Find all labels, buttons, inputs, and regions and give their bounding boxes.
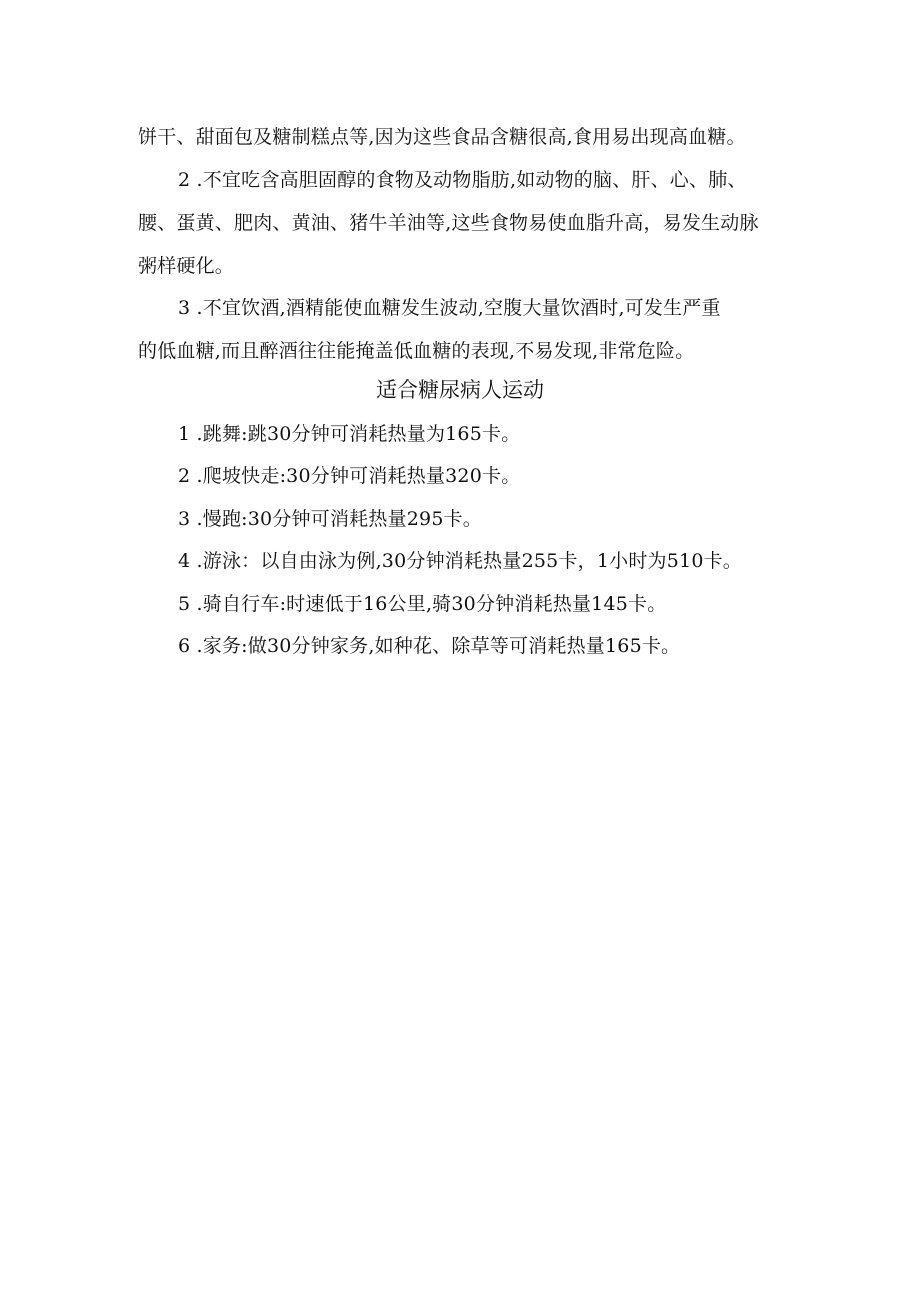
exercise-item-hill-walk: 2 .爬坡快走:30分钟可消耗热量320卡。 (178, 465, 521, 487)
exercise-item-housework: 6 .家务:做30分钟家务,如种花、除草等可消耗热量165卡。 (178, 635, 681, 657)
section-heading-exercise: 适合糖尿病人运动 (376, 378, 544, 402)
exercise-item-cycling: 5 .骑自行车:时速低于16公里,骑30分钟消耗热量145卡。 (178, 593, 667, 615)
exercise-item-swimming: 4 .游泳：以自由泳为例,30分钟消耗热量255卡，1小时为510卡。 (178, 550, 743, 572)
diet-item-2-line-2: 腰、蛋黄、肥肉、黄油、猪牛羊油等,这些食物易使血脂升高，易发生动脉 (138, 212, 759, 234)
diet-item-2-line-3: 粥样硬化。 (138, 255, 235, 277)
exercise-item-jogging: 3 .慢跑:30分钟可消耗热量295卡。 (178, 508, 483, 530)
diet-item-3-line-2: 的低血糖,而且醉酒往往能掩盖低血糖的表现,不易发现,非常危险。 (138, 340, 695, 362)
diet-item-2-line-1: 2 .不宜吃含高胆固醇的食物及动物脂肪,如动物的脑、肝、心、肺、 (178, 169, 747, 191)
exercise-item-dance: 1 .跳舞:跳30分钟可消耗热量为165卡。 (178, 423, 521, 445)
diet-item-3-line-1: 3 .不宜饮酒,酒精能使血糖发生波动,空腹大量饮酒时,可发生严重 (178, 297, 721, 319)
diet-item-1-continuation: 饼干、甜面包及糖制糕点等,因为这些食品含糖很高,食用易出现高血糖。 (138, 126, 746, 148)
